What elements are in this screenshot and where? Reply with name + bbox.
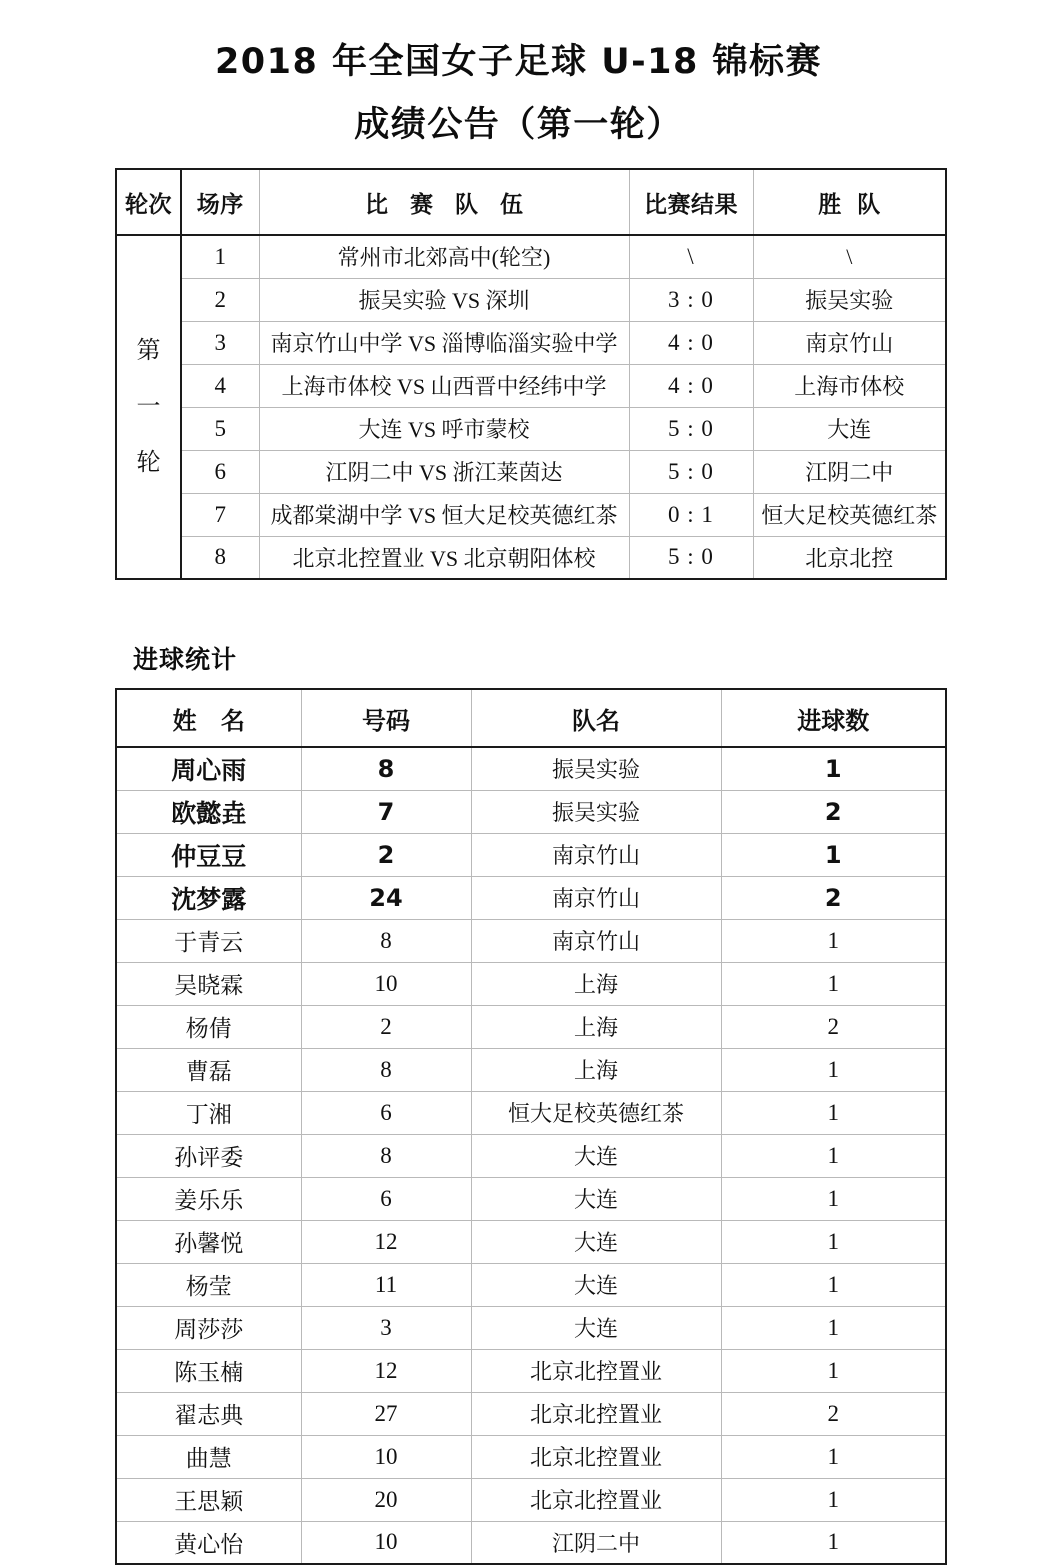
player-number-cell: 6 xyxy=(301,1177,471,1220)
player-number-cell: 10 xyxy=(301,1435,471,1478)
round-label-char: 一 xyxy=(136,394,161,420)
player-team-cell: 大连 xyxy=(471,1220,721,1263)
player-goals-cell: 2 xyxy=(721,876,946,919)
column-header-team: 队名 xyxy=(471,689,721,747)
player-team-cell: 江阴二中 xyxy=(471,1521,721,1564)
player-team-cell: 北京北控置业 xyxy=(471,1349,721,1392)
column-header-winner: 胜 队 xyxy=(753,169,946,235)
match-no-cell: 3 xyxy=(181,321,259,364)
table-row xyxy=(116,1134,946,1177)
player-number-cell: 2 xyxy=(301,1005,471,1048)
schedule-table-wrap xyxy=(115,168,947,580)
page-title-line1: 2018 年全国女子足球 U-18 锦标赛 xyxy=(214,42,823,82)
winner-cell: 大连 xyxy=(753,407,946,450)
scorers-table-wrap xyxy=(115,688,947,1565)
player-name-cell: 欧懿垚 xyxy=(116,790,301,833)
table-row xyxy=(116,536,946,579)
table-row xyxy=(116,876,946,919)
player-team-cell: 大连 xyxy=(471,1263,721,1306)
match-no-cell: 5 xyxy=(181,407,259,450)
winner-cell: 南京竹山 xyxy=(753,321,946,364)
table-row xyxy=(116,747,946,790)
player-number-cell: 2 xyxy=(301,833,471,876)
teams-cell: 江阴二中 VS 浙江莱茵达 xyxy=(259,450,629,493)
player-team-cell: 南京竹山 xyxy=(471,876,721,919)
player-name-cell: 孙评委 xyxy=(116,1134,301,1177)
column-header-goals: 进球数 xyxy=(721,689,946,747)
table-header-row xyxy=(116,689,946,747)
table-row xyxy=(116,493,946,536)
player-name-cell: 曲慧 xyxy=(116,1435,301,1478)
column-header-teams: 比 赛 队 伍 xyxy=(259,169,629,235)
player-number-cell: 12 xyxy=(301,1349,471,1392)
table-row xyxy=(116,1478,946,1521)
winner-cell: 江阴二中 xyxy=(753,450,946,493)
player-name-cell: 杨莹 xyxy=(116,1263,301,1306)
player-name-cell: 曹磊 xyxy=(116,1048,301,1091)
winner-cell: 北京北控 xyxy=(753,536,946,579)
match-no-cell: 8 xyxy=(181,536,259,579)
table-row xyxy=(116,1177,946,1220)
table-row xyxy=(116,1263,946,1306)
player-number-cell: 10 xyxy=(301,1521,471,1564)
round-label-char: 第 xyxy=(136,338,161,364)
column-header-round: 轮次 xyxy=(116,169,181,235)
player-number-cell: 8 xyxy=(301,919,471,962)
table-row xyxy=(116,1306,946,1349)
player-goals-cell: 1 xyxy=(721,1048,946,1091)
winner-cell: 振吴实验 xyxy=(753,278,946,321)
teams-cell: 常州市北郊高中(轮空) xyxy=(259,235,629,278)
winner-cell: 上海市体校 xyxy=(753,364,946,407)
result-cell: 3 : 0 xyxy=(629,278,753,321)
table-row xyxy=(116,833,946,876)
player-team-cell: 南京竹山 xyxy=(471,833,721,876)
match-no-cell: 1 xyxy=(181,235,259,278)
round-label-cell xyxy=(116,235,181,579)
player-number-cell: 11 xyxy=(301,1263,471,1306)
player-number-cell: 6 xyxy=(301,1091,471,1134)
table-row xyxy=(116,1220,946,1263)
player-goals-cell: 1 xyxy=(721,1521,946,1564)
player-team-cell: 上海 xyxy=(471,1005,721,1048)
player-name-cell: 黄心怡 xyxy=(116,1521,301,1564)
teams-cell: 大连 VS 呼市蒙校 xyxy=(259,407,629,450)
player-goals-cell: 1 xyxy=(721,833,946,876)
player-goals-cell: 1 xyxy=(721,1478,946,1521)
result-cell: 4 : 0 xyxy=(629,364,753,407)
player-number-cell: 27 xyxy=(301,1392,471,1435)
table-row xyxy=(116,1005,946,1048)
table-row xyxy=(116,1349,946,1392)
player-team-cell: 恒大足校英德红茶 xyxy=(471,1091,721,1134)
player-number-cell: 7 xyxy=(301,790,471,833)
table-row xyxy=(116,364,946,407)
table-row xyxy=(116,321,946,364)
winner-cell: 恒大足校英德红茶 xyxy=(753,493,946,536)
player-goals-cell: 1 xyxy=(721,1349,946,1392)
player-team-cell: 北京北控置业 xyxy=(471,1478,721,1521)
player-goals-cell: 2 xyxy=(721,790,946,833)
column-header-match-no: 场序 xyxy=(181,169,259,235)
result-cell: 5 : 0 xyxy=(629,536,753,579)
player-goals-cell: 1 xyxy=(721,1091,946,1134)
result-cell: 4 : 0 xyxy=(629,321,753,364)
winner-cell: \ xyxy=(753,235,946,278)
table-header-row xyxy=(116,169,946,235)
teams-cell: 成都棠湖中学 VS 恒大足校英德红茶 xyxy=(259,493,629,536)
match-no-cell: 4 xyxy=(181,364,259,407)
player-goals-cell: 2 xyxy=(721,1005,946,1048)
table-row xyxy=(116,1091,946,1134)
player-team-cell: 北京北控置业 xyxy=(471,1435,721,1478)
table-row xyxy=(116,278,946,321)
table-row xyxy=(116,1048,946,1091)
player-number-cell: 20 xyxy=(301,1478,471,1521)
player-goals-cell: 1 xyxy=(721,1306,946,1349)
result-cell: 5 : 0 xyxy=(629,450,753,493)
match-no-cell: 6 xyxy=(181,450,259,493)
player-name-cell: 杨倩 xyxy=(116,1005,301,1048)
round-label-char: 轮 xyxy=(136,450,161,476)
table-row xyxy=(116,790,946,833)
table-row xyxy=(116,235,946,278)
player-name-cell: 于青云 xyxy=(116,919,301,962)
player-name-cell: 翟志典 xyxy=(116,1392,301,1435)
player-number-cell: 8 xyxy=(301,1048,471,1091)
player-goals-cell: 2 xyxy=(721,1392,946,1435)
player-team-cell: 振吴实验 xyxy=(471,790,721,833)
player-name-cell: 周莎莎 xyxy=(116,1306,301,1349)
table-row xyxy=(116,407,946,450)
result-cell: 5 : 0 xyxy=(629,407,753,450)
table-row xyxy=(116,1521,946,1564)
result-cell: 0 : 1 xyxy=(629,493,753,536)
player-name-cell: 沈梦露 xyxy=(116,876,301,919)
player-name-cell: 丁湘 xyxy=(116,1091,301,1134)
player-team-cell: 振吴实验 xyxy=(471,747,721,790)
player-name-cell: 陈玉楠 xyxy=(116,1349,301,1392)
player-number-cell: 8 xyxy=(301,1134,471,1177)
player-goals-cell: 1 xyxy=(721,962,946,1005)
scorers-table xyxy=(115,688,947,1565)
player-team-cell: 大连 xyxy=(471,1306,721,1349)
player-number-cell: 12 xyxy=(301,1220,471,1263)
page-title-line2: 成绩公告（第一轮） xyxy=(354,104,683,145)
player-name-cell: 姜乐乐 xyxy=(116,1177,301,1220)
player-name-cell: 吴晓霖 xyxy=(116,962,301,1005)
player-goals-cell: 1 xyxy=(721,1134,946,1177)
player-goals-cell: 1 xyxy=(721,1177,946,1220)
scorers-section-title: 进球统计 xyxy=(133,645,238,674)
player-number-cell: 8 xyxy=(301,747,471,790)
schedule-table xyxy=(115,168,947,580)
table-row xyxy=(116,962,946,1005)
column-header-result: 比赛结果 xyxy=(629,169,753,235)
teams-cell: 上海市体校 VS 山西晋中经纬中学 xyxy=(259,364,629,407)
player-name-cell: 王思颖 xyxy=(116,1478,301,1521)
player-goals-cell: 1 xyxy=(721,1220,946,1263)
column-header-name: 姓 名 xyxy=(116,689,301,747)
scorers-table-header xyxy=(116,689,946,747)
player-name-cell: 孙馨悦 xyxy=(116,1220,301,1263)
player-number-cell: 3 xyxy=(301,1306,471,1349)
column-header-number: 号码 xyxy=(301,689,471,747)
table-row xyxy=(116,919,946,962)
player-team-cell: 南京竹山 xyxy=(471,919,721,962)
match-no-cell: 7 xyxy=(181,493,259,536)
teams-cell: 振吴实验 VS 深圳 xyxy=(259,278,629,321)
player-number-cell: 24 xyxy=(301,876,471,919)
schedule-table-body xyxy=(116,235,946,579)
schedule-table-header xyxy=(116,169,946,235)
player-team-cell: 上海 xyxy=(471,1048,721,1091)
table-row xyxy=(116,450,946,493)
player-team-cell: 大连 xyxy=(471,1177,721,1220)
teams-cell: 南京竹山中学 VS 淄博临淄实验中学 xyxy=(259,321,629,364)
scorers-table-body xyxy=(116,747,946,1564)
player-goals-cell: 1 xyxy=(721,1435,946,1478)
player-number-cell: 10 xyxy=(301,962,471,1005)
player-team-cell: 上海 xyxy=(471,962,721,1005)
player-name-cell: 周心雨 xyxy=(116,747,301,790)
table-row xyxy=(116,1392,946,1435)
result-cell: \ xyxy=(629,235,753,278)
title-block xyxy=(0,0,1037,144)
player-goals-cell: 1 xyxy=(721,919,946,962)
table-row xyxy=(116,1435,946,1478)
player-name-cell: 仲豆豆 xyxy=(116,833,301,876)
player-goals-cell: 1 xyxy=(721,1263,946,1306)
player-team-cell: 大连 xyxy=(471,1134,721,1177)
match-no-cell: 2 xyxy=(181,278,259,321)
player-team-cell: 北京北控置业 xyxy=(471,1392,721,1435)
teams-cell: 北京北控置业 VS 北京朝阳体校 xyxy=(259,536,629,579)
player-goals-cell: 1 xyxy=(721,747,946,790)
